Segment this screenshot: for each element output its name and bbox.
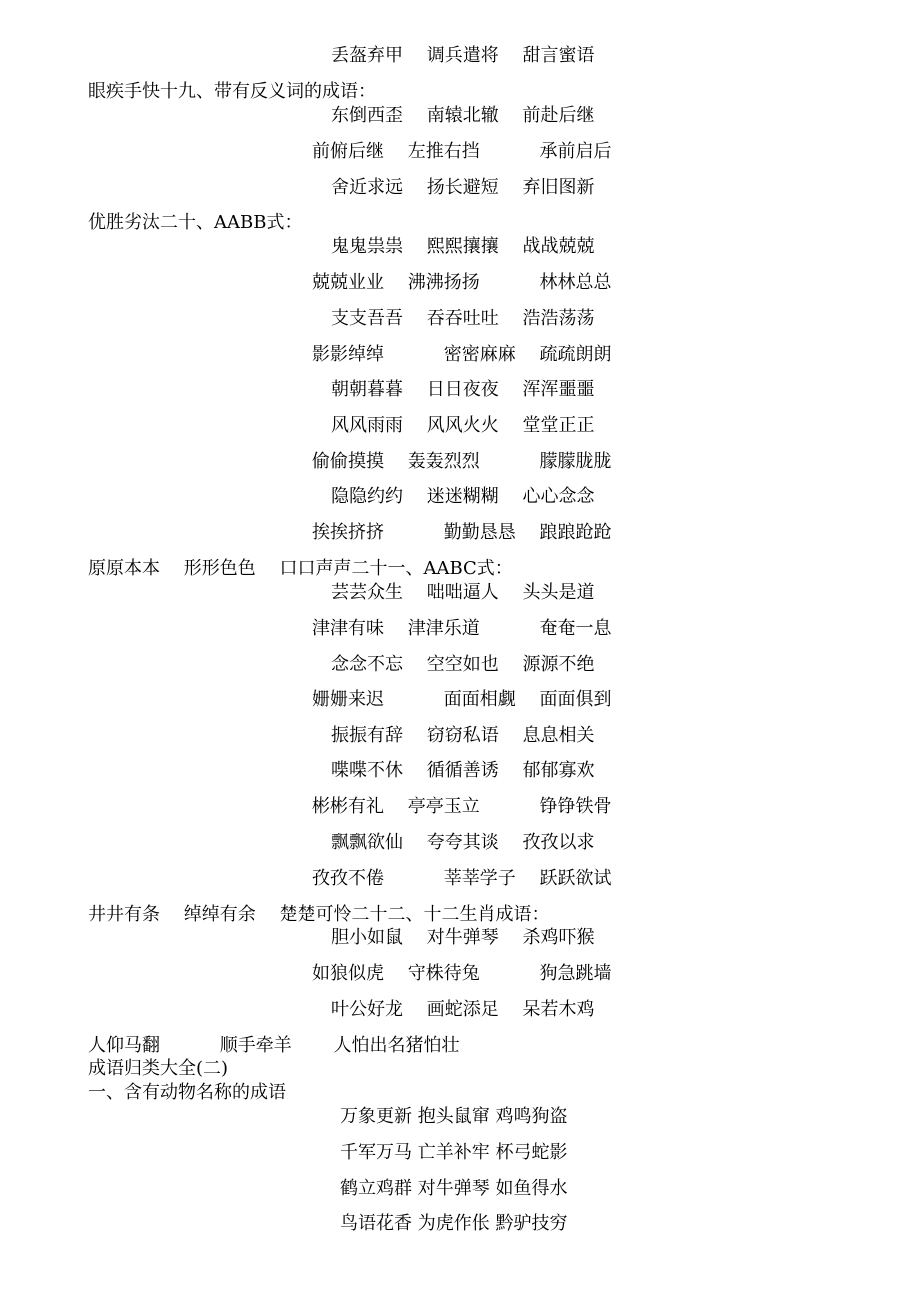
text-line: 津津有味 津津乐道 奄奄一息 xyxy=(312,618,612,639)
text-line: 舍近求远 扬长避短 弃旧图新 xyxy=(331,177,595,198)
text-line: 挨挨挤挤 勤勤恳恳 踉踉跄跄 xyxy=(312,522,612,543)
section-heading: 眼疾手快十九、带有反义词的成语： xyxy=(88,81,376,102)
document-title: 成语归类大全(二) xyxy=(88,1058,229,1079)
text-line: 喋喋不休 循循善诱 郁郁寡欢 xyxy=(331,760,595,781)
text-line: 隐隐约约 迷迷糊糊 心心念念 xyxy=(331,486,595,507)
text-line: 姗姗来迟 面面相觑 面面俱到 xyxy=(312,689,612,710)
text-line: 胆小如鼠 对牛弹琴 杀鸡吓猴 xyxy=(331,927,595,948)
text-line: 念念不忘 空空如也 源源不绝 xyxy=(331,654,595,675)
text-line: 振振有辞 窃窃私语 息息相关 xyxy=(331,725,595,746)
section-heading: 优胜劣汰二十、AABB式： xyxy=(88,212,303,233)
text-line: 千军万马 亡羊补牢 杯弓蛇影 xyxy=(340,1142,568,1163)
text-line: 偷偷摸摸 轰轰烈烈 朦朦胧胧 xyxy=(312,451,612,472)
text-line: 影影绰绰 密密麻麻 疏疏朗朗 xyxy=(312,344,612,365)
text-line: 万象更新 抱头鼠窜 鸡鸣狗盗 xyxy=(340,1106,568,1127)
section-heading: 一、含有动物名称的成语 xyxy=(88,1082,286,1103)
text-line: 鬼鬼祟祟 熙熙攘攘 战战兢兢 xyxy=(331,236,595,257)
section-heading: 井井有条 绰绰有余 楚楚可怜二十二、十二生肖成语： xyxy=(88,904,550,925)
section-heading: 原原本本 形形色色 口口声声二十一、AABC式： xyxy=(88,558,513,579)
text-line: 如狼似虎 守株待兔 狗急跳墙 xyxy=(312,963,612,984)
text-line: 彬彬有礼 亭亭玉立 铮铮铁骨 xyxy=(312,796,612,817)
text-line: 鸟语花香 为虎作伥 黔驴技穷 xyxy=(340,1213,568,1234)
text-line: 风风雨雨 风风火火 堂堂正正 xyxy=(331,415,595,436)
text-line: 孜孜不倦 莘莘学子 跃跃欲试 xyxy=(312,868,612,889)
text-line: 朝朝暮暮 日日夜夜 浑浑噩噩 xyxy=(331,379,595,400)
text-line: 叶公好龙 画蛇添足 呆若木鸡 xyxy=(331,999,595,1020)
text-line: 兢兢业业 沸沸扬扬 林林总总 xyxy=(312,272,612,293)
text-line: 支支吾吾 吞吞吐吐 浩浩荡荡 xyxy=(331,308,595,329)
text-line: 芸芸众生 咄咄逼人 头头是道 xyxy=(331,582,595,603)
text-line: 飘飘欲仙 夸夸其谈 孜孜以求 xyxy=(331,832,595,853)
text-line: 鹤立鸡群 对牛弹琴 如鱼得水 xyxy=(340,1178,568,1199)
text-line: 东倒西歪 南辕北辙 前赴后继 xyxy=(331,105,595,126)
text-line: 丢盔弃甲 调兵遣将 甜言蜜语 xyxy=(331,45,595,66)
text-line: 人仰马翻 顺手牵羊 人怕出名猪怕壮 xyxy=(88,1035,460,1056)
text-line: 前俯后继 左推右挡 承前启后 xyxy=(312,141,612,162)
